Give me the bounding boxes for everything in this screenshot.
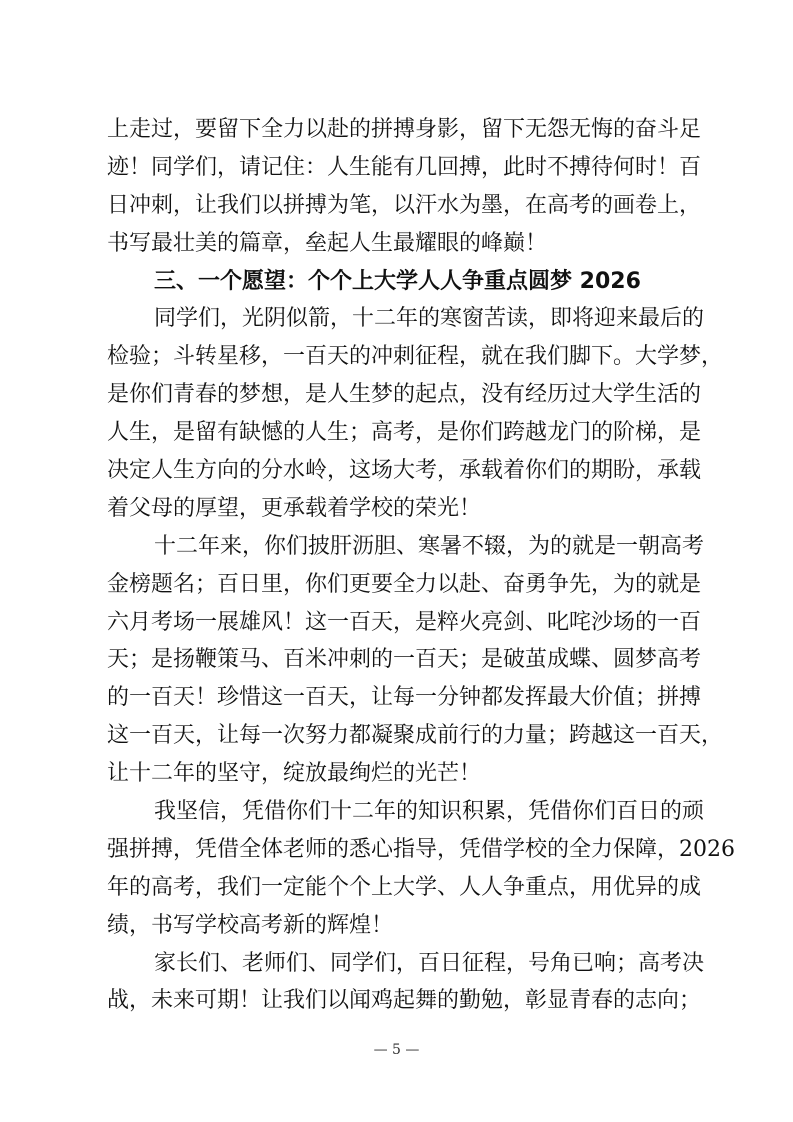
text-line: 战，未来可期！让我们以闻鸡起舞的勤勉，彰显青春的志向； [107,988,702,1014]
page-number: — 5 — [373,1042,420,1058]
text-line: 绩，书写学校高考新的辉煌！ [107,912,394,938]
text-line: 让十二年的坚守，绽放最绚烂的光芒！ [107,761,482,787]
text-line: 金榜题名；百日里，你们更要全力以赴、奋勇争先，为的就是 [107,571,702,597]
text-line: 三、一个愿望：个个上大学人人争重点圆梦 2026 [154,268,641,294]
text-line: 十二年来，你们披肝沥胆、寒暑不辍，为的就是一朝高考 [154,533,705,559]
text-line: 书写最壮美的篇章，垒起人生最耀眼的峰巅！ [107,230,548,256]
text-line: 家长们、老师们、同学们，百日征程，号角已响；高考决 [154,950,705,976]
text-line: 上走过，要留下全力以赴的拼搏身影，留下无怨无悔的奋斗足 [107,117,702,142]
text-line: 决定人生方向的分水岭，这场大考，承载着你们的期盼，承载 [107,458,702,484]
text-line: 检验；斗转星移，一百天的冲刺征程，就在我们脚下。大学梦， [107,344,724,370]
text-line: 是你们青春的梦想，是人生梦的起点，没有经历过大学生活的 [107,382,702,408]
paragraph [107,793,735,945]
text-line: 日冲刺，让我们以拼搏为笔，以汗水为墨，在高考的画卷上， [107,192,702,218]
text-line: 迹！同学们，请记住：人生能有几回搏，此时不搏待何时！百 [107,154,702,180]
text-line: 年的高考，我们一定能个个上大学、人人争重点，用优异的成 [107,874,702,900]
text-line: 人生，是留有缺憾的人生；高考，是你们跨越龙门的阶梯，是 [107,420,702,446]
text-line: 同学们，光阴似箭，十二年的寒窗苦读，即将迎来最后的 [154,306,705,332]
text-line: 的一百天！珍惜这一百天，让每一分钟都发挥最大价值；拼搏 [107,685,702,711]
paragraph [107,111,702,263]
text-line: 我坚信，凭借你们十二年的知识积累，凭借你们百日的顽 [154,799,705,825]
text-line: 六月考场一展雄风！这一百天，是粹火亮剑、叱咤沙场的一百 [107,609,702,635]
paragraph [107,300,724,527]
document-body [107,111,735,1020]
text-line: 天；是扬鞭策马、百米冲刺的一百天；是破茧成蝶、圆梦高考 [107,647,702,673]
section-heading [107,263,689,301]
paragraph [107,945,705,1021]
text-line: 强拼搏，凭借全体老师的悉心指导，凭借学校的全力保障，2026 [107,836,735,862]
text-line: 着父母的厚望，更承载着学校的荣光！ [107,495,482,521]
text-line: 这一百天，让每一次努力都凝聚成前行的力量；跨越这一百天， [107,723,724,749]
paragraph [107,528,724,793]
